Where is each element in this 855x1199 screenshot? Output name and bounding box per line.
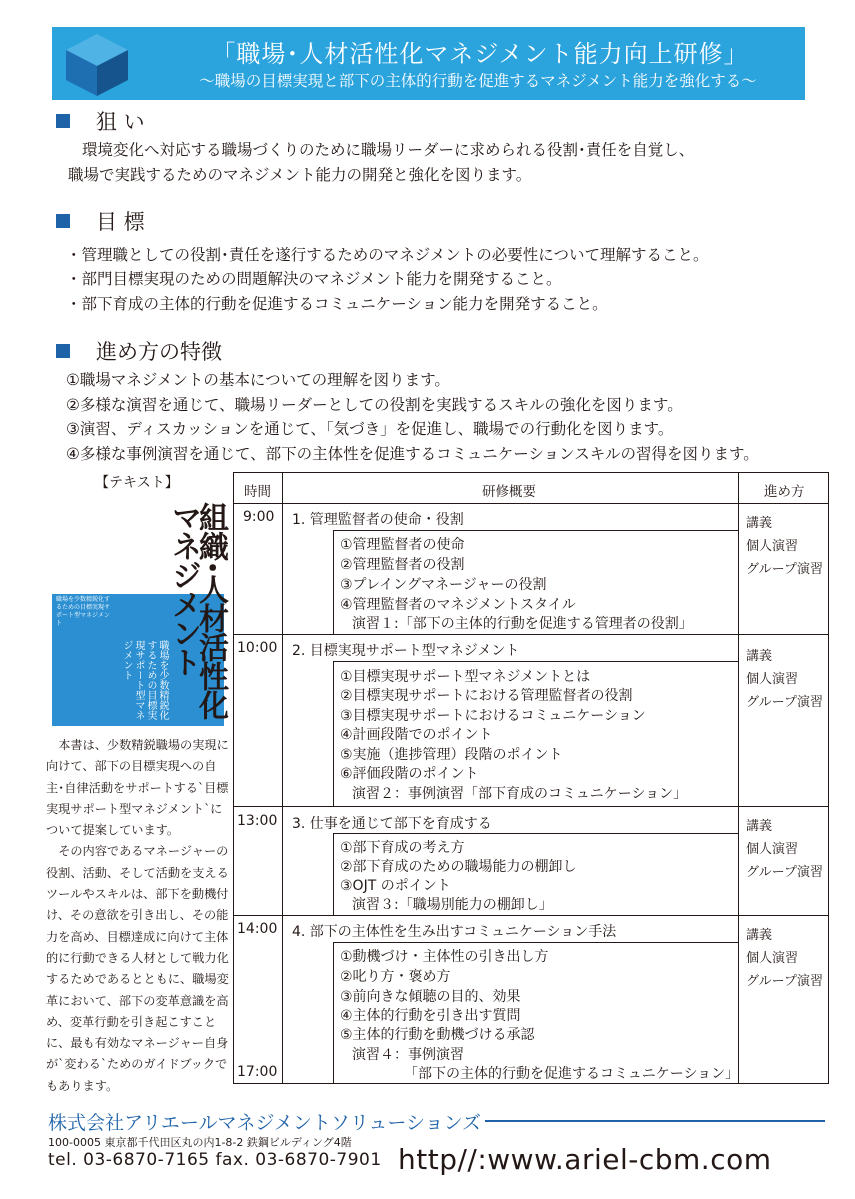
session-title: 4. 部下の主体性を生み出すコミュニケーション手法 xyxy=(292,924,617,940)
book-description xyxy=(46,735,230,1097)
page-title: 「職場･人材活性化マネジメント能力向上研修」 xyxy=(211,40,749,68)
feature-item: ③演習、ディスカッションを通じて、「気づき」を促進し、職場での行動化を図ります。 xyxy=(66,420,674,438)
session-item: ④主体的行動を引き出す質問 xyxy=(340,1008,521,1024)
session-method: グループ演習 xyxy=(746,974,823,989)
contact-phone-fax: tel. 03-6870-7165 fax. 03-6870-7901 xyxy=(48,1150,382,1170)
book-cover-title: 組織･人材活性化マネジメント xyxy=(166,502,228,719)
session-method: 個人演習 xyxy=(746,672,799,687)
company-address: 100-0005 東京都千代田区丸の内1-8-2 鉄鋼ビルディング4階 xyxy=(48,1136,352,1149)
session-method: グループ演習 xyxy=(746,562,823,577)
session-time: 14:00 xyxy=(237,921,278,937)
heading-features: 進め方の特徴 xyxy=(96,340,222,364)
session-method: 講義 xyxy=(746,819,773,834)
feature-item: ④多様な事例演習を通じて、部下の主体性を促進するコミュニケーションスキルの習得を図ります。 xyxy=(66,445,759,463)
table-header-outline: 研修概要 xyxy=(482,484,536,500)
session-method: 個人演習 xyxy=(746,842,799,857)
session-item: ①管理監督者の使命 xyxy=(340,537,465,553)
session-time: 13:00 xyxy=(237,813,278,829)
session-item: ②管理監督者の役割 xyxy=(340,557,465,573)
company-divider xyxy=(485,1120,825,1122)
session-title: 2. 目標実現サポート型マネジメント xyxy=(292,643,520,659)
session-time: 10:00 xyxy=(237,640,278,656)
session-item: ③OJT のポイント xyxy=(340,878,451,894)
session-item: ②叱り方・褒め方 xyxy=(340,969,451,985)
feature-item: ②多様な演習を通じて、職場リーダーとしての役割を実践するスキルの強化を図ります。 xyxy=(66,396,683,414)
table-row-divider xyxy=(233,806,829,807)
session-method: グループ演習 xyxy=(746,865,823,880)
company-name: 株式会社アリエールマネジメントソリューションズ xyxy=(48,1112,482,1134)
goal-item: ・部下育成の主体的行動を促進するコミュニケーション能力を開発すること。 xyxy=(66,295,608,313)
page-subtitle: ～職場の目標実現と部下の主体的行動を促進するマネジメント能力を強化する～ xyxy=(199,72,757,90)
end-time: 17:00 xyxy=(237,1064,278,1080)
session-item: ③前向きな傾聴の目的、効果 xyxy=(340,989,521,1005)
section-bullet-icon xyxy=(56,214,70,228)
aim-line: 職場で実践するためのマネジメント能力の開発と強化を図ります。 xyxy=(68,166,532,184)
session-item: ③プレイングマネージャーの役割 xyxy=(340,577,547,593)
session-item: ②目標実現サポートにおける管理監督者の役割 xyxy=(340,688,633,704)
session-item: ②部下育成のための職場能力の棚卸し xyxy=(340,859,577,875)
goal-item: ・部門目標実現のための問題解決のマネジメント能力を開発すること。 xyxy=(66,270,562,288)
session-method: 講義 xyxy=(746,928,773,943)
book-description-paragraph: 本書は、少数精鋭職場の実現に向けて、部下の目標実現への自主･自律活動をサポートする`目標実現サポート型マネジメント`について提案しています。 xyxy=(46,738,229,838)
session-item: ①動機づけ・主体性の引き出し方 xyxy=(340,949,549,965)
session-title: 1. 管理監督者の使命・役割 xyxy=(292,512,464,528)
session-title: 3. 仕事を通じて部下を育成する xyxy=(292,816,492,832)
website-link[interactable]: http//:www.ariel-cbm.com xyxy=(398,1143,772,1176)
session-item: ④計画段階でのポイント xyxy=(340,727,493,743)
aim-line: 環境変化へ対応する職場づくりのために職場リーダーに求められる役割･責任を自覚し、 xyxy=(82,141,695,159)
session-method: 講義 xyxy=(746,649,773,664)
session-item: ③目標実現サポートにおけるコミュニケーション xyxy=(340,708,646,724)
heading-goals: 目 標 xyxy=(96,210,145,234)
session-exercise: 演習１:「部下の主体的行動を促進する管理者の役割」 xyxy=(352,616,693,632)
goal-item: ・管理職としての役割･責任を遂行するためのマネジメントの必要性について理解すること。 xyxy=(66,246,709,264)
table-row-divider xyxy=(233,503,829,504)
section-bullet-icon xyxy=(56,114,70,128)
session-exercise: 演習２：事例演習「部下育成のコミュニケーション」 xyxy=(352,786,688,802)
book-description-paragraph: その内容であるマネージャーの役割、活動、そして活動を支えるツールやスキルは、部下を動機付け、その意欲を引き出し、その能力を高め、目標達成に向けて主体的に行動できる人材として戦力化するためであるとともに、職場変革において、部下の変革意識を高め、変革行動を引き起こすことに、最も有効なマネージャー自身が`変わる`ためのガイドブックでもあります。 xyxy=(46,844,229,1093)
table-row-divider xyxy=(233,915,829,916)
session-item: ①目標実現サポート型マネジメントとは xyxy=(340,669,591,685)
session-item: ①部下育成の考え方 xyxy=(340,840,465,856)
session-item: ⑥評価段階のポイント xyxy=(340,766,479,782)
session-exercise: 演習３:「職場別能力の棚卸し」 xyxy=(352,897,553,913)
section-bullet-icon xyxy=(56,344,70,358)
session-time: 9:00 xyxy=(243,509,275,525)
session-exercise: 演習４：事例演習 xyxy=(352,1047,464,1063)
session-method: 個人演習 xyxy=(746,539,799,554)
heading-aim: 狙 い xyxy=(96,110,145,134)
table-row-divider xyxy=(233,634,829,635)
table-header-method: 進め方 xyxy=(764,484,805,500)
book-cover xyxy=(52,496,228,726)
feature-item: ①職場マネジメントの基本についての理解を図ります。 xyxy=(66,371,450,389)
table-column-divider xyxy=(282,472,283,1084)
cube-logo-icon xyxy=(62,30,132,98)
table-header-time: 時間 xyxy=(244,484,271,500)
session-item: ⑤実施（進捗管理）段階のポイント xyxy=(340,747,563,763)
table-column-divider xyxy=(738,472,739,1084)
book-cover-tagline: 職場を少数精鋭化するための目標実現サポート型マネジメント xyxy=(121,640,168,720)
book-label: 【テキスト】 xyxy=(95,475,179,491)
session-method: 講義 xyxy=(746,516,773,531)
session-exercise: 「部下の主体的行動を促進するコミュニケーション」 xyxy=(404,1066,740,1082)
session-method: グループ演習 xyxy=(746,695,823,710)
session-item: ④管理監督者のマネジメントスタイル xyxy=(340,597,576,613)
book-cover-subtext: 職場を少数精鋭化するための目標実現サポート型マネジメント xyxy=(56,596,111,627)
session-method: 個人演習 xyxy=(746,951,799,966)
session-item: ⑤主体的行動を動機づける承認 xyxy=(340,1027,535,1043)
